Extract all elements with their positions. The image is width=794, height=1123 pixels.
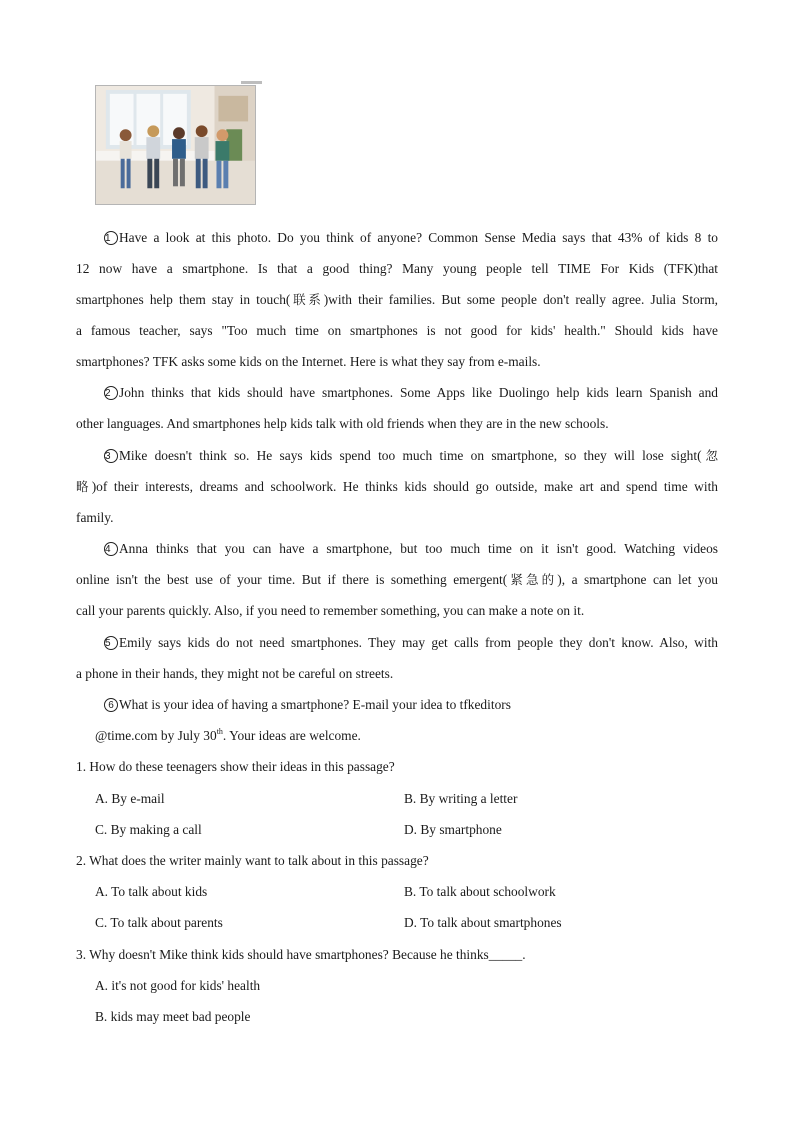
question-1-option-a[interactable]: A. By e-mail (95, 791, 165, 806)
paragraph-4-line-2: online isn't the best use of your time. But if there is something emergent(紧急的), a smartphone can let you (76, 572, 719, 587)
paragraph-number-marker: 1 (104, 231, 118, 245)
photo-illustration (96, 86, 255, 204)
paragraph-1-line-2: 12 now have a smartphone. Is that a good thing? Many young people tell TIME For Kids (TFK)that (76, 261, 718, 276)
question-2: 2. What does the writer mainly want to talk about in this passage? (76, 853, 429, 868)
paragraph-5-line-2: a phone in their hands, they might not be careful on streets. (76, 666, 394, 681)
paragraph-1-line-4: a famous teacher, says "Too much time on smartphones is not good for kids' health." Should kids have (76, 323, 718, 338)
image-resize-handle[interactable] (241, 81, 262, 84)
question-1: 1. How do these teenagers show their ideas in this passage? (76, 759, 395, 774)
question-2-option-b[interactable]: B. To talk about schoolwork (404, 884, 556, 899)
paragraph-6-line-1: 6 What is your idea of having a smartphone? E-mail your idea to tfkeditors (104, 695, 718, 715)
paragraph-4-line-3: call your parents quickly. Also, if you need to remember something, you can make a note on it. (76, 603, 585, 618)
paragraph-1-line-1: 1 Have a look at this photo. Do you think of anyone? Common Sense Media says that 43% of kids 8 to (105, 230, 718, 245)
paragraph-number-marker: 6 (104, 698, 118, 712)
paragraph-number-marker: 4 (104, 542, 118, 556)
paragraph-1-line-3: smartphones help them stay in touch(联系)with their families. But some people don't really agree. Julia Storm, (76, 292, 718, 307)
kids-with-phones-photo (95, 85, 256, 205)
paragraph-6-line-2: @time.com by July 30th. Your ideas are welcome. (95, 727, 361, 743)
question-1-option-d[interactable]: D. By smartphone (404, 822, 502, 837)
paragraph-5-line-1: 5 Emily says kids do not need smartphones. They may get calls from people they don't know. Also, with (105, 635, 718, 650)
paragraph-number-marker: 2 (104, 386, 118, 400)
question-3-option-b[interactable]: B. kids may meet bad people (95, 1009, 251, 1024)
question-1-option-c[interactable]: C. By making a call (95, 822, 202, 837)
paragraph-number-marker: 3 (104, 449, 118, 463)
paragraph-1-line-5: smartphones? TFK asks some kids on the Internet. Here is what they say from e-mails. (76, 354, 541, 369)
paragraph-3-line-1: 3 Mike doesn't think so. He says kids spend too much time on smartphone, so they will lose sight(忽 (105, 448, 718, 463)
paragraph-3-line-2: 略)of their interests, dreams and schoolwork. He thinks kids should go outside, make art and spend time with (76, 479, 718, 494)
question-3: 3. Why doesn't Mike think kids should have smartphones? Because he thinks_____. (76, 947, 526, 962)
paragraph-4-line-1: 4 Anna thinks that you can have a smartphone, but too much time on it isn't good. Watching videos (105, 541, 718, 556)
paragraph-2-line-1: 2 John thinks that kids should have smartphones. Some Apps like Duolingo help kids learn Spanish and (105, 385, 718, 400)
question-2-option-c[interactable]: C. To talk about parents (95, 915, 223, 930)
question-2-option-d[interactable]: D. To talk about smartphones (404, 915, 562, 930)
question-3-option-a[interactable]: A. it's not good for kids' health (95, 978, 261, 993)
paragraph-2-line-2: other languages. And smartphones help kids talk with old friends when they are in the new schools. (76, 416, 609, 431)
paragraph-3-line-3: family. (76, 510, 114, 525)
question-2-option-a[interactable]: A. To talk about kids (95, 884, 208, 899)
paragraph-number-marker: 5 (104, 636, 118, 650)
question-1-option-b[interactable]: B. By writing a letter (404, 791, 518, 806)
